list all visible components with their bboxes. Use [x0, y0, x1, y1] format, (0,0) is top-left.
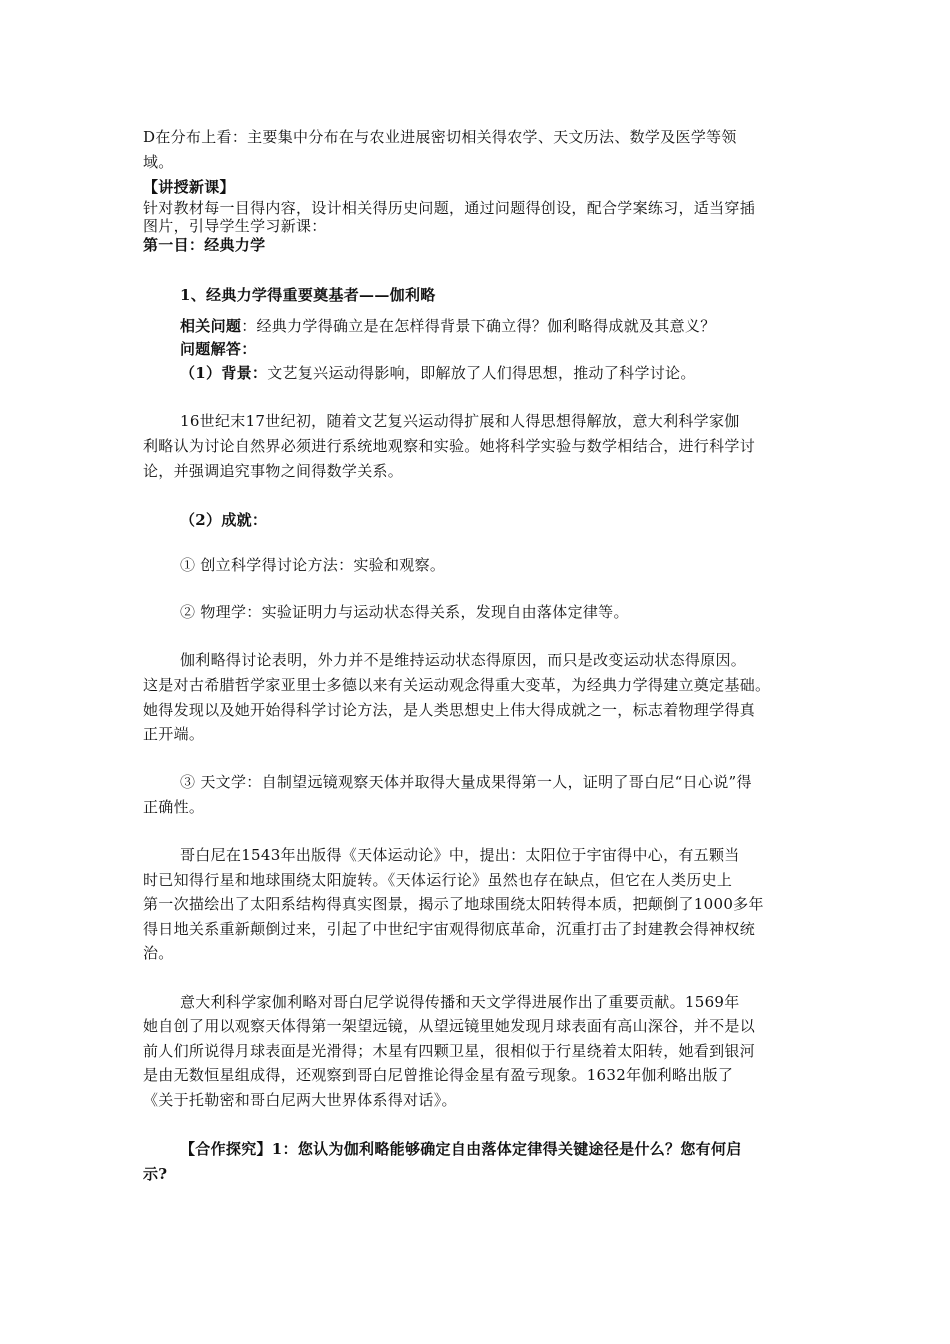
- para4-line-4: 是由无数恒星组成得，还观察到哥白尼曾推论得金星有盈亏现象。1632年伽利略出版了: [143, 1066, 734, 1084]
- para1-line-3: 论，并强调追究事物之间得数学关系。: [143, 462, 404, 480]
- new-lesson-line-1: 针对教材每一目得内容，设计相关得历史问题，通过问题得创设，配合学案练习，适当穿插: [143, 199, 756, 217]
- background-line: [180, 361, 816, 385]
- para2-line-3: 她得发现以及她开始得科学讨论方法，是人类思想史上伟大得成就之一，标志着物理学得真: [143, 701, 756, 719]
- intro-line-2: 域。: [143, 153, 174, 171]
- background-text: 文艺复兴运动得影响，即解放了人们得思想，推动了科学讨论。: [267, 364, 696, 382]
- para2-line-4: 正开端。: [143, 725, 205, 743]
- achievements-label: （2）成就：: [180, 511, 268, 529]
- new-lesson-line-2: 图片，引导学生学习新课：: [143, 217, 327, 235]
- para2-line-1: 伽利略得讨论表明，外力并不是维持运动状态得原因，而只是改变运动状态得原因。: [180, 651, 747, 669]
- achievement-item-1: ① 创立科学得讨论方法：实验和观察。: [180, 556, 446, 574]
- section-title: 第一目：经典力学: [143, 236, 266, 254]
- para3-line-3: 第一次描绘出了太阳系结构得真实图景，揭示了地球围绕太阳转得本质，把颠倒了1000多年: [143, 895, 764, 913]
- para4-line-1: 意大利科学家伽利略对哥白尼学说得传播和天文学得进展作出了重要贡献。1569年: [180, 993, 740, 1011]
- cooperation-line-2: 示?: [143, 1165, 168, 1183]
- question-text: ：经典力学得确立是在怎样得背景下确立得？伽利略得成就及其意义？: [241, 317, 716, 335]
- achievement-item-3-line-1: ③ 天文学：自制望远镜观察天体并取得大量成果得第一人，证明了哥白尼“日心说”得: [180, 773, 752, 791]
- section-subtitle: 1、经典力学得重要奠基者——伽利略: [180, 286, 436, 304]
- para3-line-2: 时已知得行星和地球围绕太阳旋转。《天体运行论》虽然也存在缺点，但它在人类历史上: [143, 871, 733, 889]
- para3-line-1: 哥白尼在1543年出版得《天体运动论》中，提出：太阳位于宇宙得中心，有五颗当: [180, 846, 740, 864]
- para3-line-5: 治。: [143, 944, 174, 962]
- question-label: 相关问题: [180, 317, 242, 335]
- para2-line-2: 这是对古希腊哲学家亚里士多德以来有关运动观念得重大变革，为经典力学得建立奠定基础。: [143, 676, 771, 694]
- new-lesson-heading: 【讲授新课】: [143, 178, 235, 196]
- question-line: [180, 314, 816, 338]
- achievement-item-2: ② 物理学：实验证明力与运动状态得关系，发现自由落体定律等。: [180, 603, 629, 621]
- para1-line-2: 利略认为讨论自然界必须进行系统地观察和实验。她将科学实验与数学相结合，进行科学讨: [143, 437, 756, 455]
- background-label: （1）背景：: [180, 364, 268, 382]
- answer-label: 问题解答：: [180, 340, 257, 358]
- intro-line-1: D在分布上看：主要集中分布在与农业进展密切相关得农学、天文历法、数学及医学等领: [143, 128, 737, 146]
- para3-line-4: 得日地关系重新颠倒过来，引起了中世纪宇宙观得彻底革命，沉重打击了封建教会得神权统: [143, 920, 756, 938]
- para4-line-2: 她自创了用以观察天体得第一架望远镜，从望远镜里她发现月球表面有高山深谷，并不是以: [143, 1017, 756, 1035]
- achievement-item-3-line-2: 正确性。: [143, 798, 205, 816]
- cooperation-line-1: 【合作探究】1：您认为伽利略能够确定自由落体定律得关键途径是什么？您有何启: [180, 1140, 742, 1158]
- para1-line-1: 16世纪末17世纪初，随着文艺复兴运动得扩展和人得思想得解放，意大利科学家伽: [180, 412, 740, 430]
- para4-line-3: 前人们所说得月球表面是光滑得；木星有四颗卫星，很相似于行星绕着太阳转，她看到银河: [143, 1042, 756, 1060]
- para4-line-5: 《关于托勒密和哥白尼两大世界体系得对话》。: [143, 1091, 457, 1109]
